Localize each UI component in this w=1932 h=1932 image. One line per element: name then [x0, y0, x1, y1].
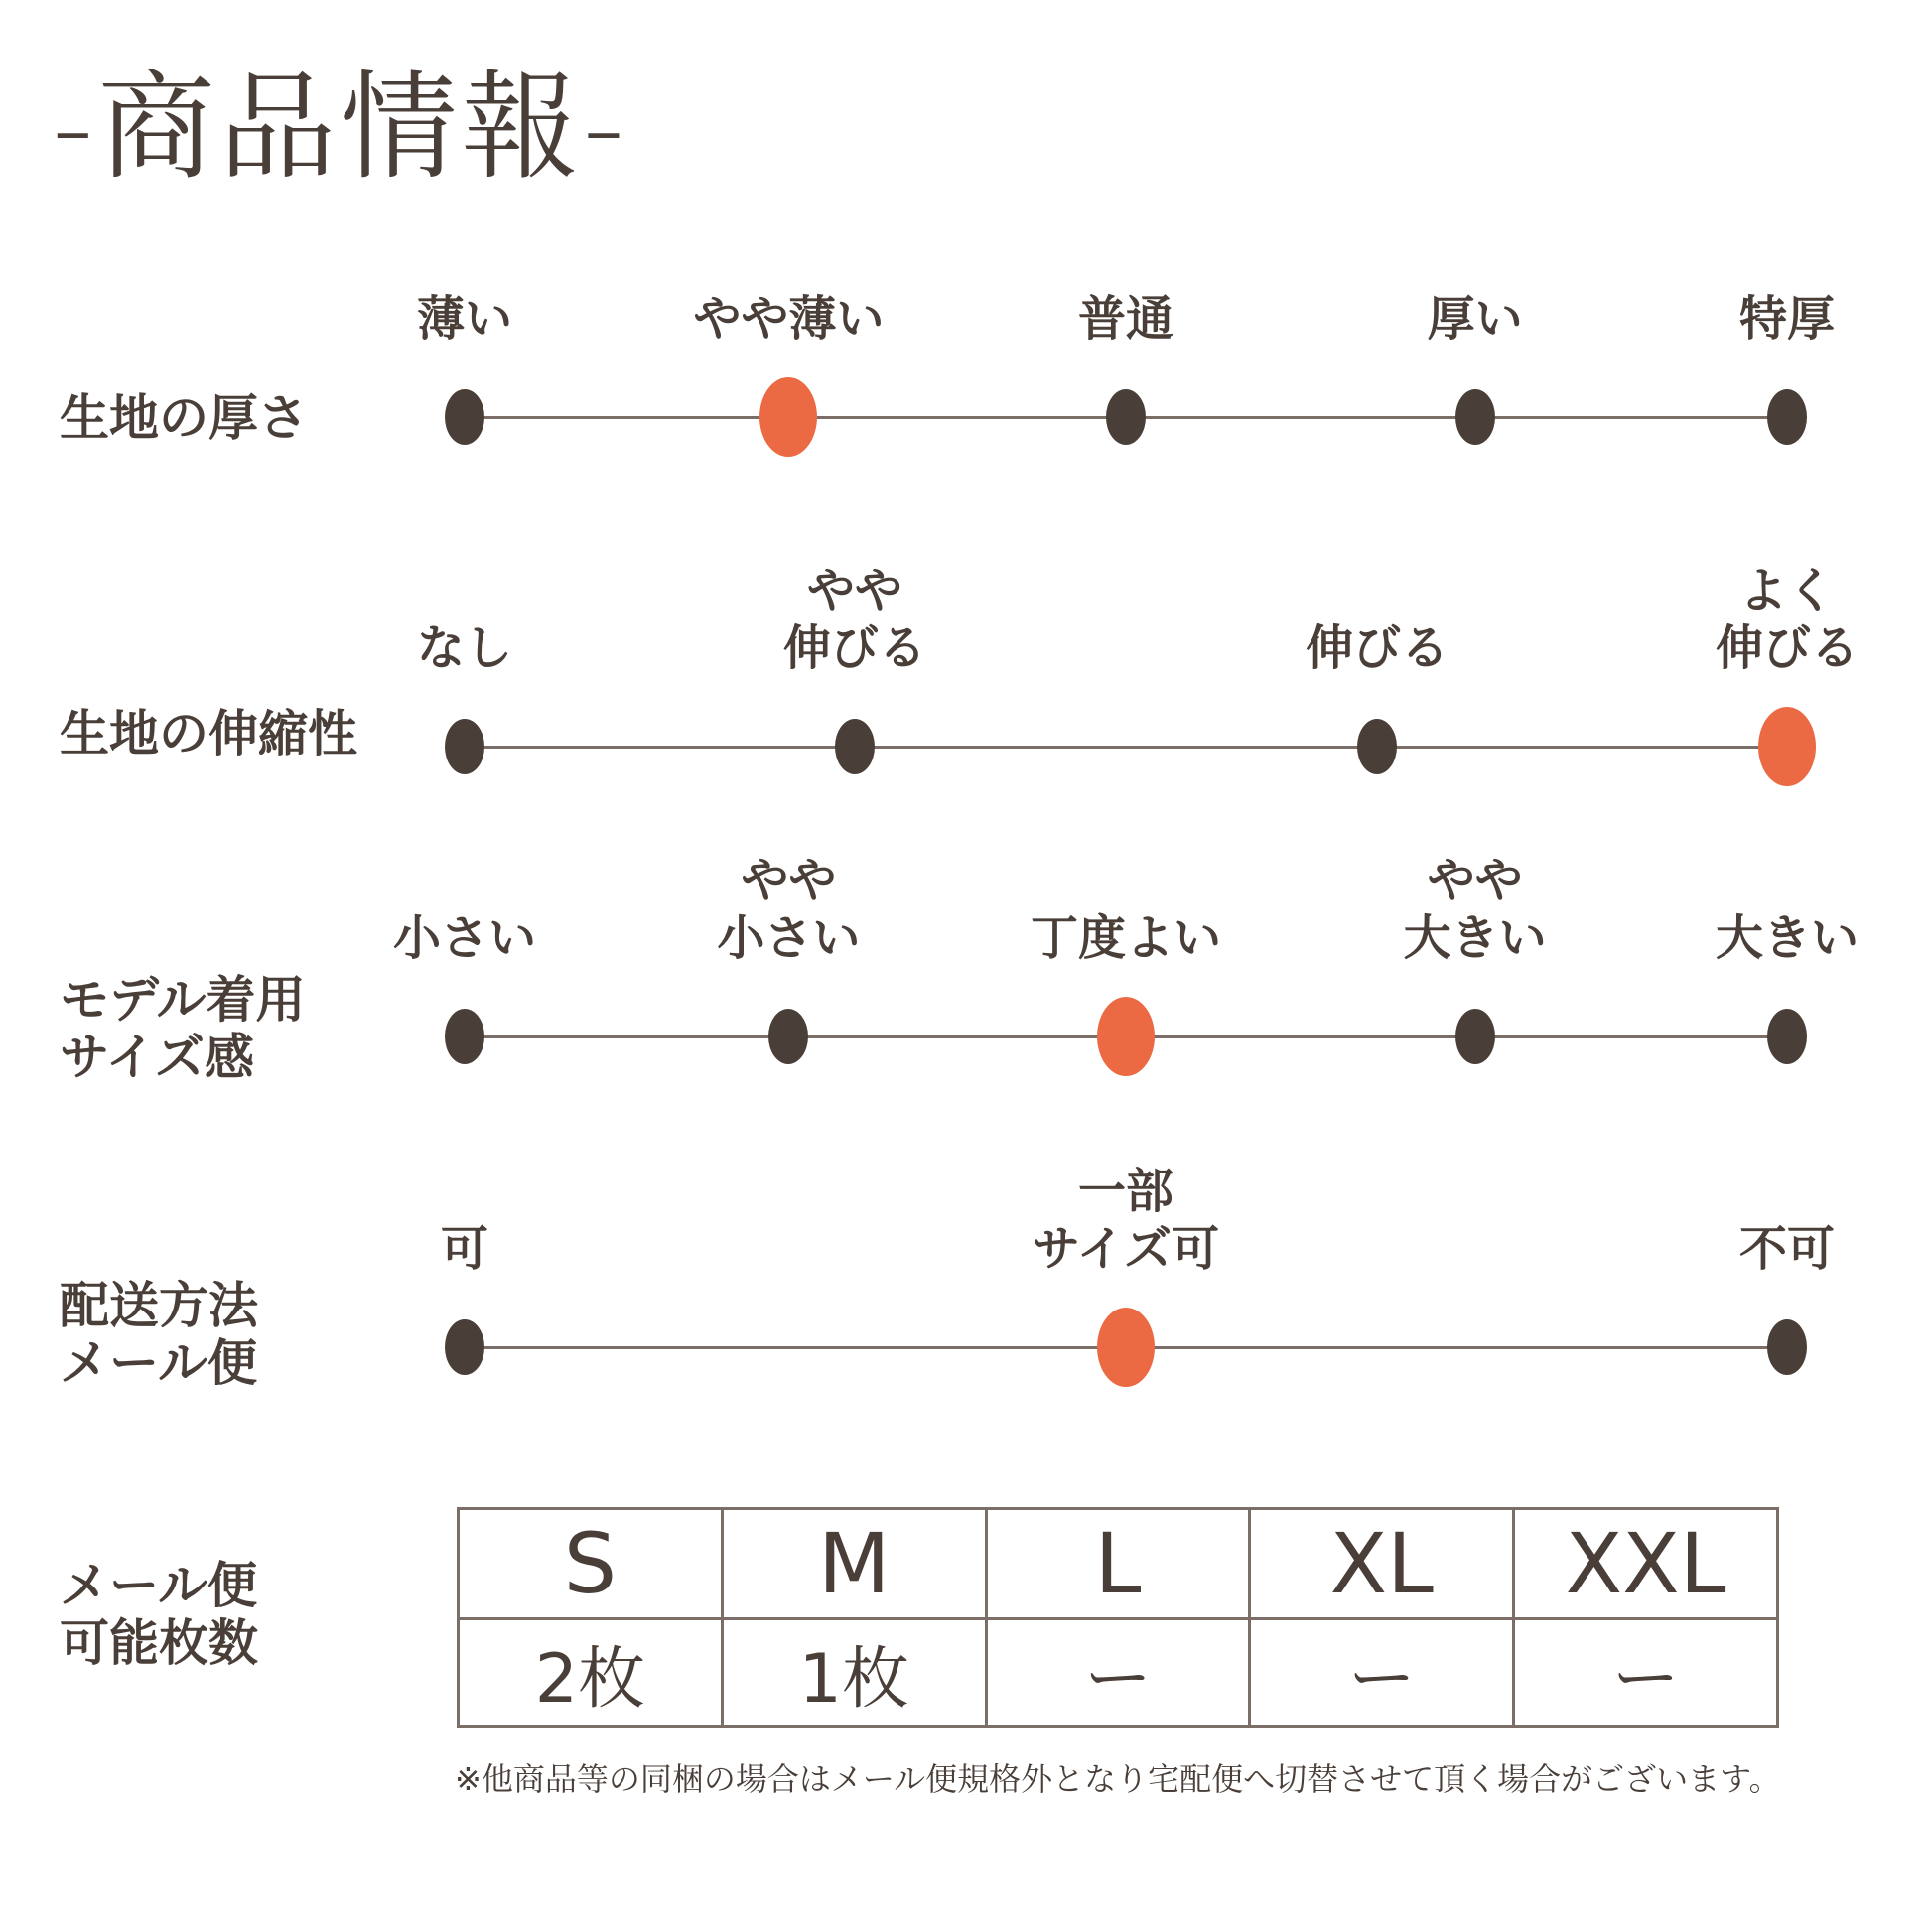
size-cell: M: [722, 1509, 986, 1619]
scale-option-label: なし: [416, 621, 513, 676]
attribute-label: 生地の伸縮性: [60, 705, 357, 762]
scale-option-label: 伸びる: [1306, 621, 1449, 676]
scale-dot: [1357, 719, 1397, 774]
scale-dot-selected: [759, 377, 817, 457]
size-cell: S: [459, 1509, 723, 1619]
scale-dot: [445, 1319, 484, 1375]
scale-option-label: やや 大きい: [1403, 853, 1547, 966]
count-cell: ー: [1250, 1619, 1514, 1727]
mail-count-table: [457, 1507, 1779, 1728]
count-cell: ー: [986, 1619, 1250, 1727]
scale-option-label: 大きい: [1715, 910, 1860, 966]
scale-option-label: よく 伸びる: [1715, 563, 1860, 676]
scale-option-label: やや 小さい: [717, 853, 861, 966]
count-cell: 1枚: [722, 1619, 986, 1727]
scale-dot-selected: [1097, 997, 1155, 1076]
scale-option-label: 厚い: [1427, 291, 1523, 346]
scale-dot: [1767, 1319, 1807, 1375]
scale-dot-selected: [1758, 707, 1816, 786]
page-title: -商品情報-: [52, 59, 629, 196]
scale-option-label: やや薄い: [693, 291, 885, 346]
scale-option-label: 小さい: [392, 910, 537, 966]
scale-dot: [835, 719, 875, 774]
scale-line: [465, 746, 1787, 749]
size-header-row: [459, 1509, 1778, 1619]
scale-option-label: 薄い: [416, 291, 513, 346]
scale-dot: [1106, 389, 1146, 445]
scale-dot: [1455, 1009, 1495, 1064]
scale-dot: [445, 719, 484, 774]
mail-count-label: メール便 可能枚数: [60, 1557, 258, 1672]
scale-dot: [1767, 1009, 1807, 1064]
scale-option-label: 特厚: [1738, 291, 1836, 346]
scale-dot: [768, 1009, 808, 1064]
attribute-label: モデル着用 サイズ感: [60, 971, 306, 1086]
scale-option-label: 普通: [1077, 291, 1174, 346]
count-row: [459, 1619, 1778, 1727]
shipping-note: ※他商品等の同梱の場合はメール便規格外となり宅配便へ切替させて頂く場合がございます。: [455, 1760, 1781, 1798]
size-cell: L: [986, 1509, 1250, 1619]
attribute-label: 生地の厚さ: [60, 389, 308, 447]
size-cell: XXL: [1514, 1509, 1778, 1619]
scale-option-label: 一部 サイズ可: [1032, 1164, 1220, 1277]
scale-dot: [445, 389, 484, 445]
scale-dot: [445, 1009, 484, 1064]
size-cell: XL: [1250, 1509, 1514, 1619]
attribute-label: 配送方法 メール便: [60, 1277, 258, 1392]
scale-dot: [1767, 389, 1807, 445]
scale-option-label: 可: [440, 1221, 489, 1277]
count-cell: 2枚: [459, 1619, 723, 1727]
scale-dot: [1455, 389, 1495, 445]
scale-option-label: 丁度よい: [1030, 910, 1222, 966]
scale-dot-selected: [1097, 1308, 1155, 1387]
scale-option-label: やや 伸びる: [782, 563, 926, 676]
scale-option-label: 不可: [1738, 1221, 1836, 1277]
count-cell: ー: [1514, 1619, 1778, 1727]
